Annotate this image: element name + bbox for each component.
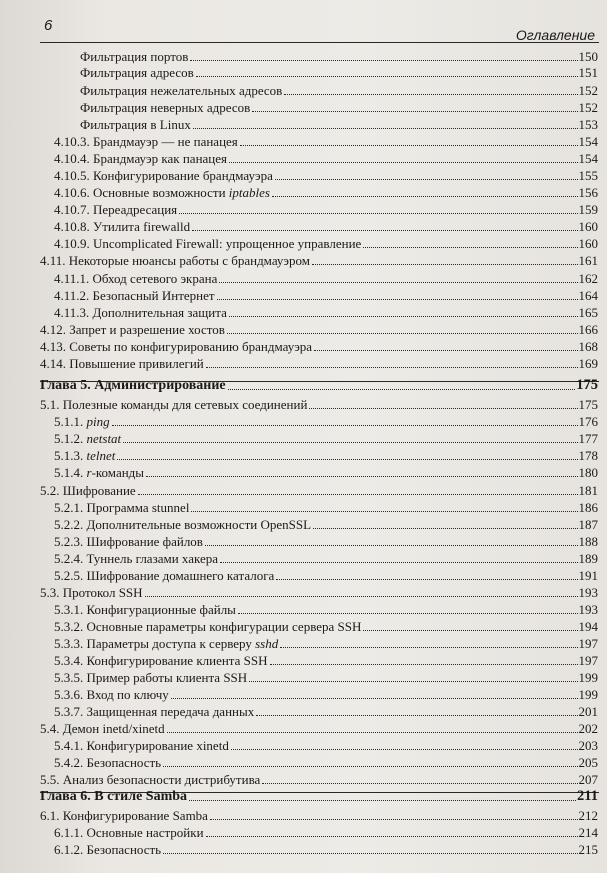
toc-entry-title: 6.1. Конфигурирование Samba <box>40 808 208 823</box>
toc-entry-title: 4.10.8. Утилита firewalld <box>54 219 191 234</box>
toc-entry[interactable] <box>54 842 598 857</box>
toc-page-number: 151 <box>578 65 598 80</box>
toc-entry-title: Фильтрация неверных адресов <box>80 100 251 115</box>
toc-entry-title: 5.1.3. telnet <box>54 448 116 463</box>
toc-entry[interactable] <box>80 49 598 64</box>
toc-page-number: 214 <box>578 825 598 840</box>
toc-entry-title: 5.3.5. Пример работы клиента SSH <box>54 670 248 685</box>
dot-leader <box>206 836 578 837</box>
dot-leader <box>210 819 578 820</box>
dot-leader <box>145 596 578 597</box>
toc-page-number: 193 <box>578 585 598 600</box>
toc-entry-title: 5.3.7. Защищенная передача данных <box>54 704 255 719</box>
toc-entry-title: 5.3.3. Параметры доступа к серверу sshd <box>54 636 279 651</box>
dot-leader <box>228 389 576 390</box>
toc-page-number: 202 <box>578 721 598 736</box>
toc-entry-title: 5.2.5. Шифрование домашнего каталога <box>54 568 275 583</box>
toc-page-number: 168 <box>578 339 598 354</box>
toc-page-number: 203 <box>578 738 598 753</box>
toc-entry[interactable] <box>54 636 598 651</box>
toc-entry-title: 5.3.1. Конфигурационные файлы <box>54 602 236 617</box>
dot-leader <box>171 698 578 699</box>
toc-entry[interactable] <box>54 825 598 840</box>
toc-entry-title: 5.1.4. r-команды <box>54 465 145 480</box>
toc-entry-title: 4.10.3. Брандмауэр — не панацея <box>54 134 238 149</box>
dot-leader <box>252 111 577 112</box>
toc-page-number: 165 <box>578 305 598 320</box>
toc-entry-title: 5.3.4. Конфигурирование клиента SSH <box>54 653 268 668</box>
toc-entry-title: 4.10.4. Брандмауэр как панацея <box>54 151 227 166</box>
toc-entry[interactable] <box>54 500 598 515</box>
toc-page-number: 187 <box>578 517 598 532</box>
toc-page-number: 176 <box>578 414 598 429</box>
toc-page-number: 175 <box>576 377 598 393</box>
dot-leader <box>240 145 578 146</box>
dot-leader <box>312 264 578 265</box>
toc-entry[interactable] <box>40 322 598 337</box>
toc-page-number: 153 <box>578 117 598 132</box>
toc-entry[interactable] <box>54 619 598 634</box>
dot-leader <box>112 425 578 426</box>
toc-page-number: 154 <box>578 151 598 166</box>
dot-leader <box>272 196 578 197</box>
dot-leader <box>363 630 577 631</box>
toc-entry[interactable] <box>54 653 598 668</box>
toc-page-number: 159 <box>578 202 598 217</box>
toc-entry[interactable] <box>54 448 598 463</box>
toc-entry[interactable] <box>54 168 598 183</box>
toc-page-number: 215 <box>578 842 598 857</box>
toc-page-number: 152 <box>578 100 598 115</box>
dot-leader <box>309 408 577 409</box>
toc-page-number: 164 <box>578 288 598 303</box>
toc-entry-title: 6.1.2. Безопасность <box>54 842 162 857</box>
toc-entry[interactable] <box>54 738 598 753</box>
running-title: Оглавление <box>515 27 595 43</box>
dot-leader <box>117 459 577 460</box>
dot-leader <box>256 715 577 716</box>
dot-leader <box>220 562 577 563</box>
toc-entry-title: Фильтрация портов <box>80 49 189 64</box>
dot-leader <box>314 350 577 351</box>
dot-leader <box>275 179 578 180</box>
toc-entry[interactable] <box>40 397 598 412</box>
toc-entry-title: Фильтрация в Linux <box>80 117 191 132</box>
dot-leader <box>163 853 577 854</box>
toc-entry[interactable] <box>54 271 598 286</box>
toc-entry-title: 6.1.1. Основные настройки <box>54 825 204 840</box>
dot-leader <box>313 528 577 529</box>
toc-page-number: 160 <box>578 236 598 251</box>
dot-leader <box>190 60 577 61</box>
toc-entry[interactable] <box>40 772 598 787</box>
toc-entry[interactable] <box>40 585 598 600</box>
toc-entry[interactable] <box>54 305 598 320</box>
toc-page-number: 189 <box>578 551 598 566</box>
dot-leader <box>138 494 578 495</box>
toc-entry[interactable] <box>54 465 598 480</box>
dot-leader <box>280 647 577 648</box>
toc-entry-title: 5.4.1. Конфигурирование xinetd <box>54 738 229 753</box>
toc-chapter-entry[interactable] <box>40 789 598 804</box>
toc-page-number: 193 <box>578 602 598 617</box>
toc-entry-title: 4.10.7. Переадресация <box>54 202 178 217</box>
toc-page-number: 177 <box>578 431 598 446</box>
toc-entry[interactable] <box>54 431 598 446</box>
toc-entry[interactable] <box>54 517 598 532</box>
toc-entry[interactable] <box>54 134 598 149</box>
dot-leader <box>363 247 577 248</box>
toc-page-number: 150 <box>578 49 598 64</box>
toc-entry[interactable] <box>54 755 598 770</box>
toc-entry[interactable] <box>54 534 598 549</box>
toc-entry[interactable] <box>40 339 598 354</box>
toc-entry-title: 5.2.4. Туннель глазами хакера <box>54 551 219 566</box>
toc-entry-title: 4.10.5. Конфигурирование брандмауэра <box>54 168 273 183</box>
toc-entry-title: 5.3.6. Вход по ключу <box>54 687 169 702</box>
dot-leader <box>284 94 577 95</box>
dot-leader <box>163 766 577 767</box>
page-number: 6 <box>44 17 53 34</box>
dot-leader <box>123 442 577 443</box>
dot-leader <box>193 128 578 129</box>
toc-entry-title: 5.5. Анализ безопасности дистрибутива <box>40 772 261 787</box>
toc-page-number: 199 <box>578 687 598 702</box>
toc-page-number: 211 <box>577 788 598 804</box>
toc-entry-title: 4.10.6. Основные возможности iptables <box>54 185 270 200</box>
toc-chapter-entry[interactable] <box>40 378 598 393</box>
toc-entry[interactable] <box>54 202 598 217</box>
dot-leader <box>205 545 578 546</box>
toc-entry-title: 5.4.2. Безопасность <box>54 755 162 770</box>
toc-entry[interactable] <box>54 288 598 303</box>
toc-entry-title: 5.1.2. netstat <box>54 431 122 446</box>
toc-entry[interactable] <box>40 721 598 736</box>
dot-leader <box>227 333 578 334</box>
toc-entry[interactable] <box>54 185 598 200</box>
toc-page-number: 160 <box>578 219 598 234</box>
dot-leader <box>262 783 577 784</box>
toc-page-number: 197 <box>578 636 598 651</box>
dot-leader <box>167 732 578 733</box>
toc-entry-title: 5.3.2. Основные параметры конфигурации сервера SSH <box>54 619 362 634</box>
toc-page-number: 180 <box>578 465 598 480</box>
toc-entry-title: 5.1. Полезные команды для сетевых соединений <box>40 397 308 412</box>
toc-entry-title: 4.11. Некоторые нюансы работы с брандмауэром <box>40 253 310 268</box>
toc-entry-title: 5.4. Демон inetd/xinetd <box>40 721 165 736</box>
toc-entry-title: Глава 5. Администрирование <box>40 378 226 393</box>
toc-entry-title: 4.11.1. Обход сетевого экрана <box>54 271 218 286</box>
toc-page-number: 188 <box>578 534 598 549</box>
dot-leader <box>219 282 577 283</box>
toc-page-number: 207 <box>578 772 598 787</box>
toc-page-number: 155 <box>578 168 598 183</box>
toc-page-number: 162 <box>578 271 598 286</box>
toc-entry-title: Глава 6. В стиле Samba <box>40 789 188 804</box>
dot-leader <box>229 162 578 163</box>
toc-entry[interactable] <box>54 414 598 429</box>
toc-page-number: 169 <box>578 356 598 371</box>
toc-page-number: 152 <box>578 83 598 98</box>
toc-entry-title: 4.10.9. Uncomplicated Firewall: упрощенное управление <box>54 236 362 251</box>
toc-entry-title: 4.14. Повышение привилегий <box>40 356 204 371</box>
toc-entry[interactable] <box>54 551 598 566</box>
dot-leader <box>179 213 577 214</box>
toc-entry[interactable] <box>54 602 598 617</box>
toc-entry[interactable] <box>80 83 598 98</box>
dot-leader <box>229 316 578 317</box>
dot-leader <box>276 579 577 580</box>
toc-entry[interactable] <box>54 219 598 234</box>
toc-entry[interactable] <box>40 356 598 371</box>
toc-page-number: 178 <box>578 448 598 463</box>
dot-leader <box>189 800 576 801</box>
toc-entry-title: 5.2.2. Дополнительные возможности OpenSSL <box>54 517 312 532</box>
dot-leader <box>146 476 577 477</box>
toc-page-number: 166 <box>578 322 598 337</box>
toc-entry[interactable] <box>54 236 598 251</box>
toc-page-number: 197 <box>578 653 598 668</box>
toc-entry[interactable] <box>40 253 598 268</box>
toc-page-number: 199 <box>578 670 598 685</box>
dot-leader <box>238 613 578 614</box>
toc-entry[interactable] <box>54 670 598 685</box>
toc-entry-title: 4.11.3. Дополнительная защита <box>54 305 227 320</box>
toc-page-number: 175 <box>578 397 598 412</box>
toc-entry-title: Фильтрация адресов <box>80 65 194 80</box>
toc-entry-title: 4.11.2. Безопасный Интернет <box>54 288 215 303</box>
toc-entry-title: Фильтрация нежелательных адресов <box>80 83 283 98</box>
dot-leader <box>231 749 578 750</box>
dot-leader <box>249 681 577 682</box>
toc-entry-title: 4.12. Запрет и разрешение хостов <box>40 322 225 337</box>
toc-entry[interactable] <box>80 65 598 80</box>
toc-entry[interactable] <box>80 100 598 115</box>
dot-leader <box>192 230 577 231</box>
dot-leader <box>217 299 578 300</box>
toc-entry[interactable] <box>54 568 598 583</box>
toc-page-number: 186 <box>578 500 598 515</box>
toc-entry[interactable] <box>40 483 598 498</box>
toc-entry[interactable] <box>54 687 598 702</box>
toc-entry-title: 5.1.1. ping <box>54 414 110 429</box>
dot-leader <box>196 76 578 77</box>
toc-entry-title: 5.2.3. Шифрование файлов <box>54 534 203 549</box>
toc-page-number: 181 <box>578 483 598 498</box>
toc-entry[interactable] <box>80 117 598 132</box>
toc-entry-title: 5.2.1. Программа stunnel <box>54 500 190 515</box>
toc-entry[interactable] <box>54 151 598 166</box>
toc-page-number: 161 <box>578 253 598 268</box>
dot-leader <box>270 664 578 665</box>
toc-page-number: 201 <box>578 704 598 719</box>
toc-page-number: 194 <box>578 619 598 634</box>
toc-entry-title: 5.2. Шифрование <box>40 483 136 498</box>
toc-entry-title: 5.3. Протокол SSH <box>40 585 143 600</box>
toc-entry[interactable] <box>40 808 598 823</box>
toc-page-number: 156 <box>578 185 598 200</box>
toc-entry-title: 4.13. Советы по конфигурированию брандмауэра <box>40 339 313 354</box>
dot-leader <box>191 511 577 512</box>
toc-entry[interactable] <box>54 704 598 719</box>
toc-page-number: 205 <box>578 755 598 770</box>
toc-page-number: 154 <box>578 134 598 149</box>
toc-page-number: 212 <box>578 808 598 823</box>
toc-page-number: 191 <box>578 568 598 583</box>
dot-leader <box>206 367 578 368</box>
